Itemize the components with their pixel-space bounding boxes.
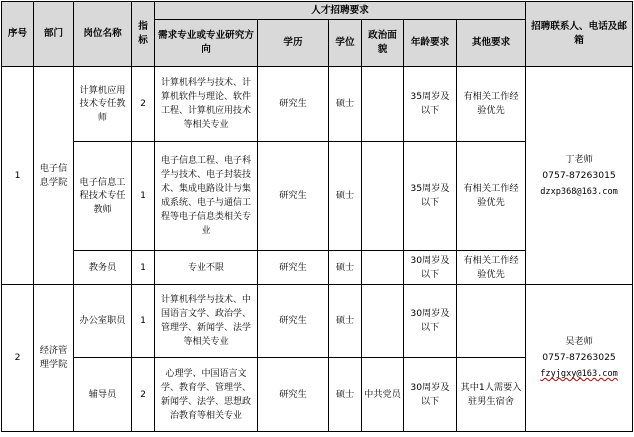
cell-degree: 硕士: [329, 358, 362, 432]
cell-seq: 1: [2, 67, 34, 285]
cell-major: 电子信息工程、电子科学与技术、电子封装技术、集成电路设计与集成系统、电子与通信工程等电子信息类相关专业: [155, 142, 258, 251]
cell-other: 有相关工作经验优先: [457, 251, 526, 285]
cell-education: 研究生: [258, 142, 329, 251]
cell-quota: 1: [132, 251, 155, 285]
cell-education: 研究生: [258, 358, 329, 432]
cell-major: 心理学、中国语言文学、教育学、管理学、新闻学、法学、思想政治教育等相关专业: [155, 358, 258, 432]
cell-position: 电子信息工程技术专任教师: [74, 142, 132, 251]
contact-name: 吴老师: [565, 336, 593, 347]
cell-major: 专业不限: [155, 251, 258, 285]
cell-age: 30周岁及以下: [404, 285, 457, 358]
cell-degree: 硕士: [329, 142, 362, 251]
header-contact: 招聘联系人、电话及邮箱: [526, 2, 633, 67]
cell-age: 30周岁及以下: [404, 251, 457, 285]
table-row: [2, 285, 633, 358]
cell-political: [362, 142, 404, 251]
cell-quota: 2: [132, 67, 155, 142]
contact-name: 丁老师: [565, 153, 593, 165]
header-requirements-group: 人才招聘要求: [155, 2, 526, 20]
cell-education: 研究生: [258, 251, 329, 285]
contact-email: dzxp368@163.com: [540, 186, 618, 197]
cell-age: 30周岁及以下: [404, 358, 457, 432]
cell-position: 计算机应用技术专任教师: [74, 67, 132, 142]
cell-position: 教务员: [74, 251, 132, 285]
cell-political: 中共党员: [362, 358, 404, 432]
cell-major: 计算机科学与技术、中国语言文学、政治学、管理学、新闻学、法学等相关专业: [155, 285, 258, 358]
cell-political: [362, 251, 404, 285]
cell-quota: 1: [132, 285, 155, 358]
recruitment-table: [1, 1, 633, 432]
cell-seq: 2: [2, 285, 34, 432]
header-dept: 部门: [34, 2, 74, 67]
cell-contact: [526, 285, 633, 432]
table-row: [2, 67, 633, 142]
header-seq: 序号: [2, 2, 34, 67]
header-age: 年龄要求: [404, 20, 457, 67]
cell-contact: [526, 67, 633, 285]
cell-other: [457, 285, 526, 358]
cell-political: [362, 285, 404, 358]
cell-political: [362, 67, 404, 142]
header-position: 岗位名称: [74, 2, 132, 67]
cell-quota: 2: [132, 358, 155, 432]
cell-dept: 电子信息学院: [34, 67, 74, 285]
cell-other: 有相关工作经验优先: [457, 142, 526, 251]
cell-position: 辅导员: [74, 358, 132, 432]
header-political: 政治面貌: [362, 20, 404, 67]
cell-dept: 经济管理学院: [34, 285, 74, 432]
cell-degree: 硕士: [329, 285, 362, 358]
contact-phone: 0757-87263015: [542, 169, 616, 181]
cell-position: 办公室职员: [74, 285, 132, 358]
header-other: 其他要求: [457, 20, 526, 67]
cell-degree: 硕士: [329, 251, 362, 285]
cell-education: 研究生: [258, 67, 329, 142]
cell-other: 有相关工作经验优先: [457, 67, 526, 142]
cell-education: 研究生: [258, 285, 329, 358]
contact-phone: 0757-87263025: [542, 352, 616, 363]
cell-age: 35周岁及以下: [404, 142, 457, 251]
cell-major: 计算机科学与技术、计算机软件与理论、软件工程、计算机应用技术等相关专业: [155, 67, 258, 142]
contact-email: fzyjgxy@163.com: [540, 369, 618, 379]
cell-age: 35周岁及以下: [404, 67, 457, 142]
header-education: 学历: [258, 20, 329, 67]
cell-other: 其中1人需要入驻男生宿舍: [457, 358, 526, 432]
cell-quota: 1: [132, 142, 155, 251]
cell-degree: 硕士: [329, 67, 362, 142]
header-major: 需求专业或专业研究方向: [155, 20, 258, 67]
header-degree: 学位: [329, 20, 362, 67]
header-quota: 指标: [132, 2, 155, 67]
